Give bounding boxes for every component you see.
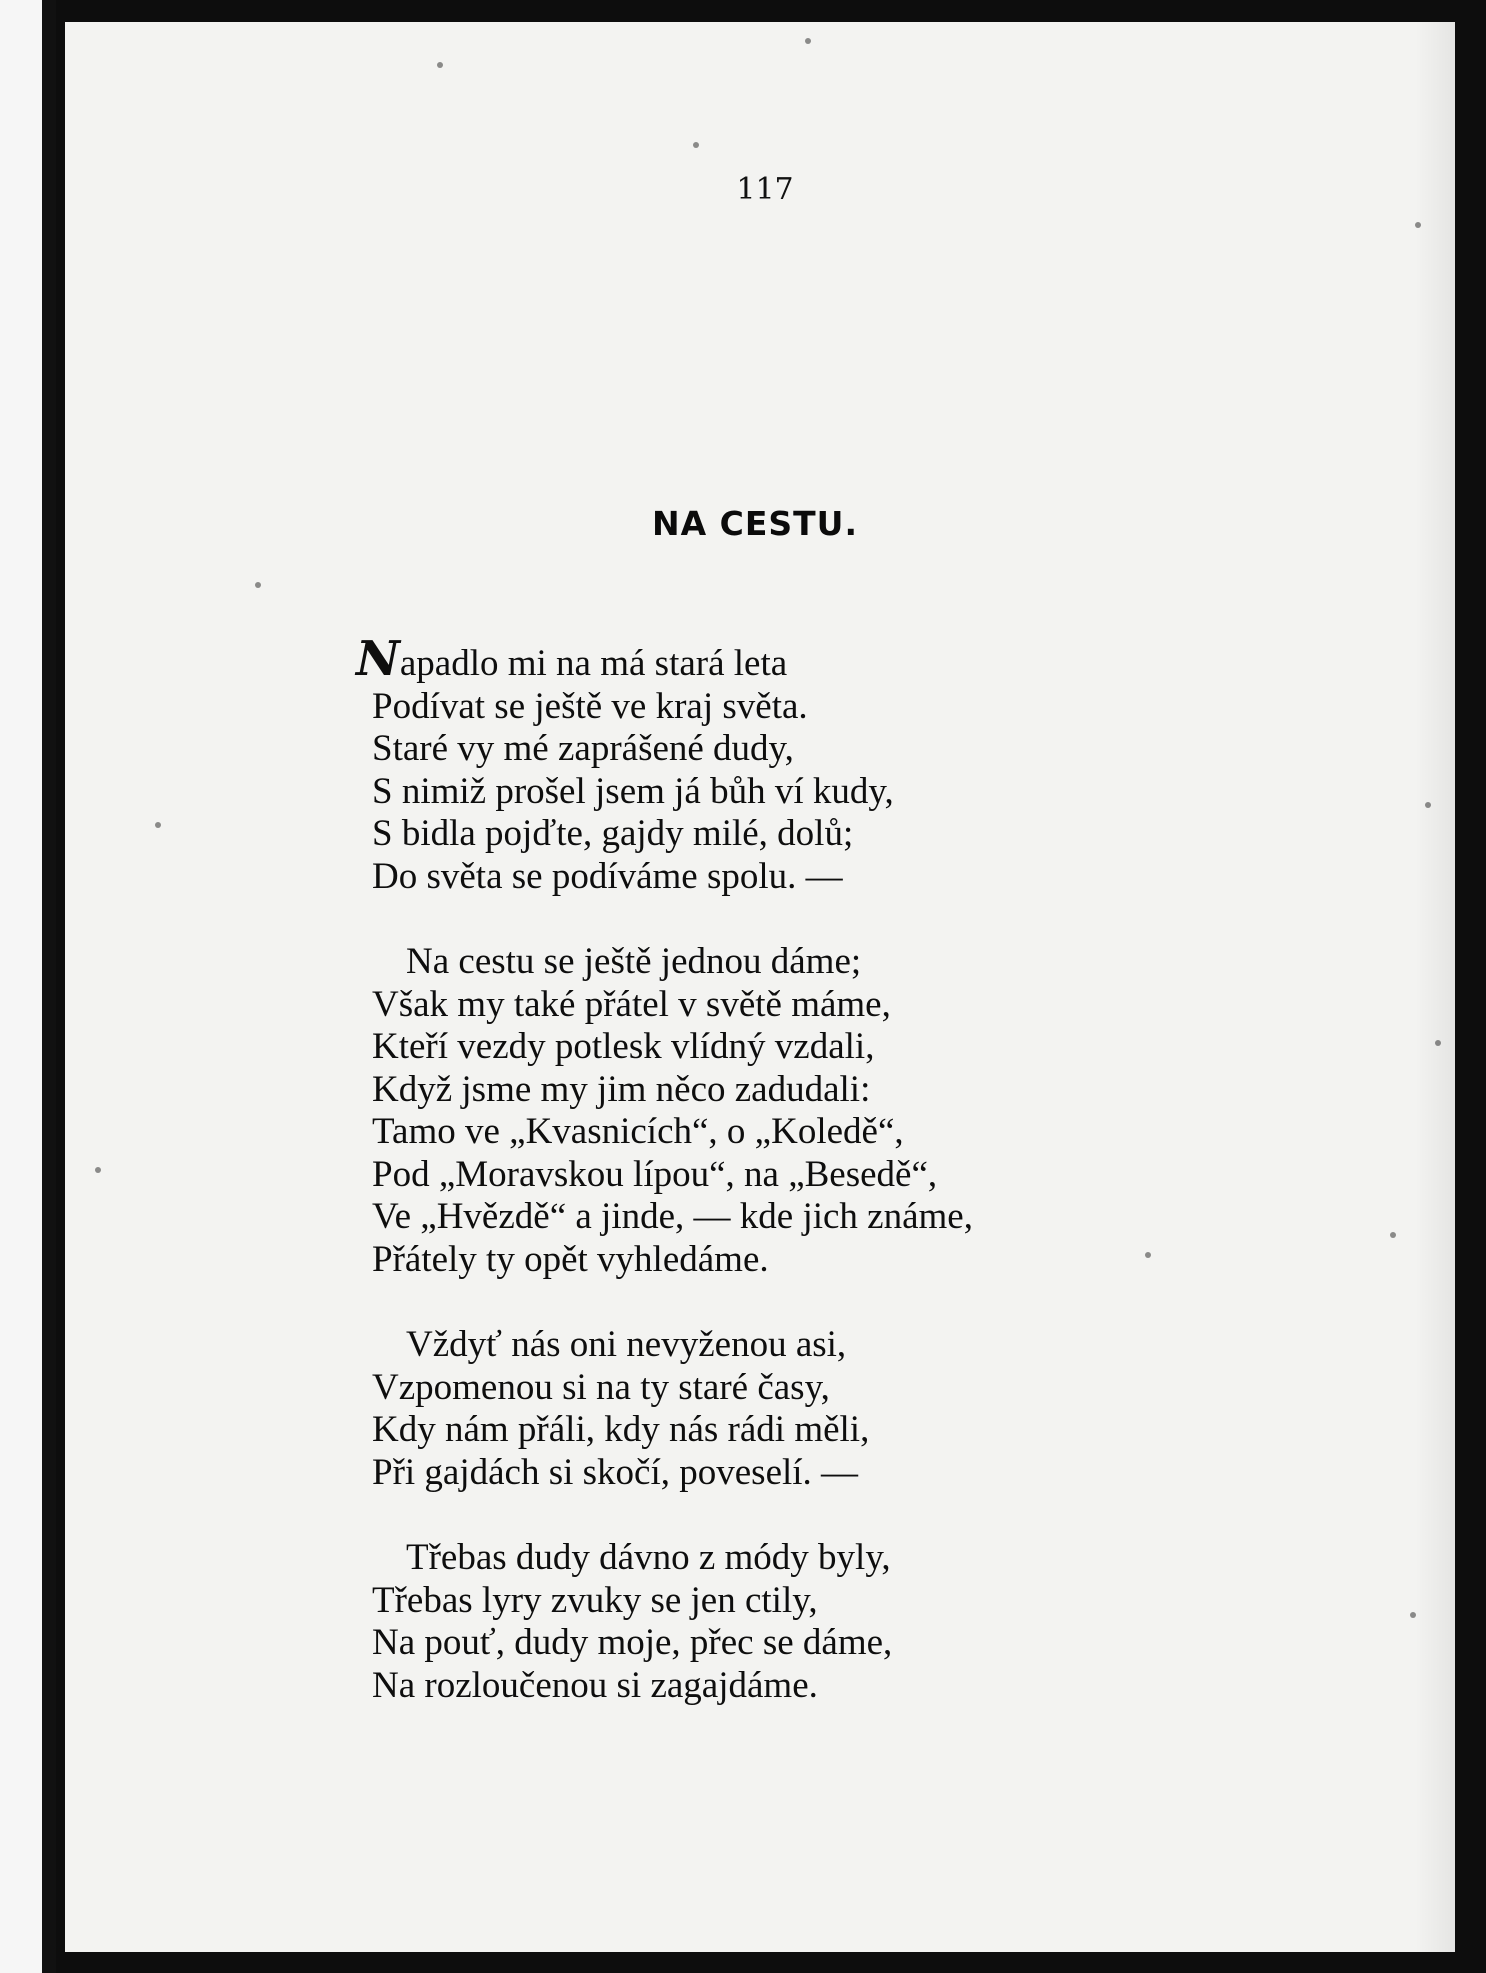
verse-line-rest: apadlo mi na má stará leta (399, 643, 788, 684)
verse-line: Třebas dudy dávno z módy byly, (406, 1537, 891, 1578)
verse-line: Ve „Hvězdě“ a jinde, — kde jich známe, (372, 1196, 973, 1237)
verse-line: Vzpomenou si na ty staré časy, (372, 1366, 830, 1408)
verse-line: Na pouť, dudy moje, přec se dáme, (372, 1622, 893, 1663)
verse-line: Pod „Moravskou lípou“, na „Besedě“, (372, 1153, 938, 1195)
initial-letter: N (356, 631, 400, 687)
stanza-4 (372, 1537, 1132, 1707)
verse-line: Do světa se podíváme spolu. — (372, 855, 843, 897)
verse-line: Tamo ve „Kvasnicích“, o „Koledě“, (372, 1111, 904, 1152)
print-speck (437, 62, 443, 68)
print-speck (155, 822, 161, 828)
verse-line: Na cestu se ještě jednou dáme; (406, 941, 862, 982)
verse-line: Kteří vezdy potlesk vlídný vzdali, (372, 1026, 875, 1067)
verse-line: Při gajdách si skočí, poveselí. — (372, 1451, 859, 1493)
left-margin-strip (0, 0, 56, 1973)
verse-line: Třebas lyry zvuky se jen ctily, (372, 1579, 818, 1621)
print-speck (1435, 1040, 1441, 1046)
print-speck (1425, 802, 1431, 808)
verse-line: Vždyť nás oni nevyženou asi, (406, 1324, 847, 1365)
print-speck (693, 142, 699, 148)
verse-line: Kdy nám přáli, kdy nás rádi měli, (372, 1409, 870, 1450)
verse-line (356, 631, 1132, 687)
verse-line: Však my také přátel v světě máme, (372, 983, 891, 1025)
print-speck (95, 1167, 101, 1173)
print-speck (1390, 1232, 1396, 1238)
print-speck (255, 582, 261, 588)
stanza-1 (356, 631, 1132, 898)
verse-line: S bidla pojďte, gajdy milé, dolů; (372, 813, 854, 854)
verse-line: Staré vy mé zaprášené dudy, (372, 728, 794, 769)
poem-body (356, 631, 1132, 1750)
print-speck (805, 38, 811, 44)
verse-line: Když jsme my jim něco zadudali: (372, 1068, 871, 1110)
page-edge-shadow (1415, 22, 1455, 1952)
stanza-3 (372, 1324, 1132, 1494)
print-speck (1410, 1612, 1416, 1618)
verse-line: Přátely ty opět vyhledáme. (372, 1238, 769, 1280)
stanza-2 (372, 941, 1132, 1281)
print-speck (1145, 1252, 1151, 1258)
verse-line: Podívat se ještě ve kraj světa. (372, 685, 808, 727)
verse-line: S nimiž prošel jsem já bůh ví kudy, (372, 770, 894, 812)
page-number: 117 (736, 172, 794, 207)
verse-line: Na rozloučenou si zagajdáme. (372, 1664, 818, 1706)
poem-title: NA CESTU. (651, 504, 859, 543)
print-speck (1415, 222, 1421, 228)
